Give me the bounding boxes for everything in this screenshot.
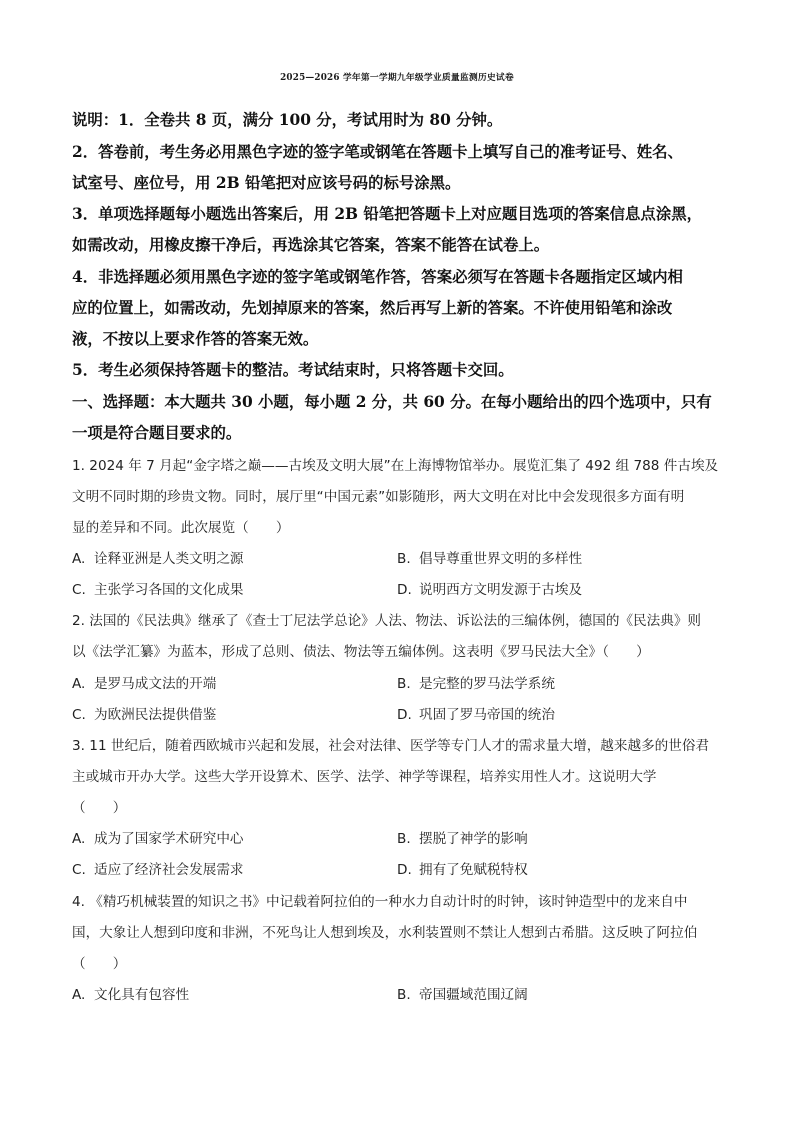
question-3-option-d [397,858,528,878]
instruction-line: 如需改动，用橡皮擦干净后，再选涂其它答案，答案不能答在试卷上。 [72,236,550,254]
question-1-text: 1. 2024 年 7 月起“金字塔之巅——古埃及文明大展”在上海博物馆举办。展览汇集了 492 组 788 件古埃及 [72,458,719,474]
option-text: 是完整的罗马法学系统 [419,676,555,692]
option-letter: D. [397,582,412,598]
option-letter: C. [72,707,86,723]
instruction-line: 应的位置上，如需改动，先划掉原来的答案，然后再写上新的答案。不许使用铅笔和涂改 [72,299,673,317]
option-letter: B. [397,831,411,847]
option-letter: D. [397,862,412,878]
question-4-option-b [397,983,528,1003]
instruction-line: 液，不按以上要求作答的答案无效。 [72,330,319,348]
question-3-option-a [72,827,244,847]
option-text: 是罗马成文法的开端 [94,676,217,692]
question-2-text: 2. 法国的《民法典》继承了《查士丁尼法学总论》人法、物法、诉讼法的三编体例，德国的《民法典》则 [72,613,702,629]
option-letter: A. [72,551,86,567]
question-4-text: 4. 《精巧机械装置的知识之书》中记载着阿拉伯的一种水力自动计时的时钟，该时钟造型中的龙来自中 [72,894,688,910]
question-2-option-a [72,672,216,692]
option-letter: A. [72,676,86,692]
option-text: 为欧洲民法提供借鉴 [94,707,217,723]
option-text: 巩固了罗马帝国的统治 [419,707,555,723]
instruction-line: 4．非选择题必须用黑色字迹的签字笔或钢笔作答，答案必须写在答题卡各题指定区域内相 [72,268,683,286]
question-3-option-c [72,858,244,878]
question-3-text: 3. 11 世纪后，随着西欧城市兴起和发展，社会对法律、医学等专门人才的需求量大增，越来越多的世俗君 [72,738,710,754]
option-text: 倡导尊重世界文明的多样性 [419,551,583,567]
instruction-line: 2．答卷前，考生务必用黑色字迹的签字笔或钢笔在答题卡上填写自己的准考证号、姓名、 [72,143,683,161]
instruction-line: 5．考生必须保持答题卡的整洁。考试结束时，只将答题卡交回。 [72,361,514,379]
exam-title: 2025—2026 学年第一学期九年级学业质量监测历史试卷 [280,73,514,83]
option-letter: B. [397,676,411,692]
question-1-text: 显的差异和不同。此次展览（ ） [72,520,290,536]
question-3-text: （ ） [72,800,127,816]
option-text: 摆脱了神学的影响 [419,831,528,847]
question-2-option-c [72,703,216,723]
question-3-option-b [397,827,528,847]
option-text: 文化具有包容性 [94,987,190,1003]
question-4-text: （ ） [72,956,127,972]
section-heading: 一项是符合题目要求的。 [72,424,242,442]
question-1-option-d [397,578,582,598]
option-text: 主张学习各国的文化成果 [94,582,244,598]
option-text: 诠释亚洲是人类文明之源 [94,551,244,567]
option-letter: D. [397,707,412,723]
question-2-text: 以《法学汇纂》为蓝本，形成了总则、债法、物法等五编体例。这表明《罗马民法大全》（ ） [72,644,650,660]
instruction-line: 说明：1．全卷共 8 页，满分 100 分，考试用时为 80 分钟。 [72,111,503,129]
option-text: 适应了经济社会发展需求 [94,862,244,878]
option-letter: A. [72,831,86,847]
question-1-option-a [72,547,244,567]
option-text: 成为了国家学术研究中心 [94,831,244,847]
question-4-text: 国，大象让人想到印度和非洲，不死鸟让人想到埃及，水利装置则不禁让人想到古希腊。这反映了阿拉伯 [72,925,698,941]
instruction-line: 3．单项选择题每小题选出答案后，用 2B 铅笔把答题卡上对应题目选项的答案信息点涂黑， [72,205,702,223]
option-letter: C. [72,582,86,598]
question-1-option-b [397,547,582,567]
option-letter: A. [72,987,86,1003]
instruction-line: 试室号、座位号，用 2B 铅笔把对应该号码的标号涂黑。 [72,174,461,192]
option-letter: B. [397,551,411,567]
section-heading: 一、选择题：本大题共 30 小题，每小题 2 分，共 60 分。在每小题给出的四个选项中，只有 [72,393,712,411]
option-text: 拥有了免赋税特权 [419,862,528,878]
question-4-option-a [72,983,189,1003]
option-letter: C. [72,862,86,878]
option-text: 帝国疆域范围辽阔 [419,987,528,1003]
option-letter: B. [397,987,411,1003]
option-text: 说明西方文明发源于古埃及 [419,582,583,598]
question-1-text: 文明不同时期的珍贵文物。同时，展厅里“中国元素”如影随形，两大文明在对比中会发现很多方面有明 [72,489,685,505]
question-3-text: 主或城市开办大学。这些大学开设算术、医学、法学、神学等课程，培养实用性人才。这说明大学 [72,769,657,785]
question-2-option-d [397,703,555,723]
question-2-option-b [397,672,555,692]
question-1-option-c [72,578,244,598]
